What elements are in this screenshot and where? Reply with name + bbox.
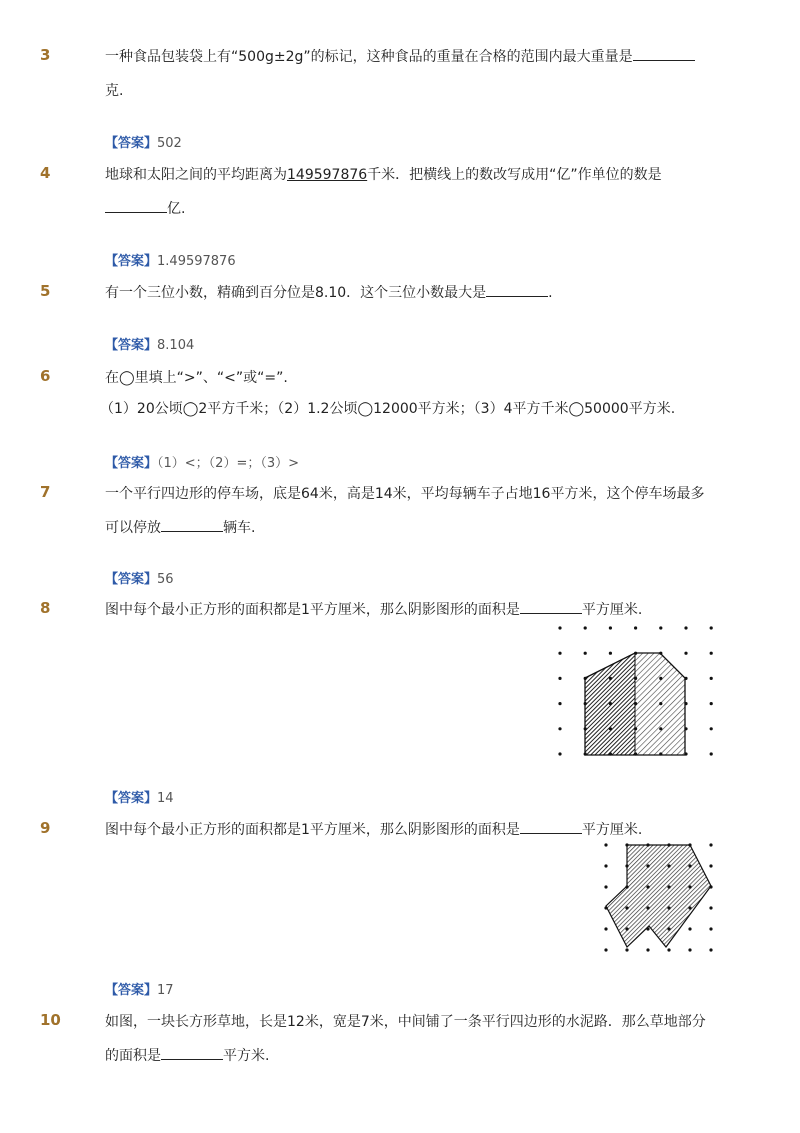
question-4-line2: 亿. xyxy=(105,198,185,218)
grid-dot xyxy=(709,906,712,909)
grid-dot xyxy=(625,864,628,867)
grid-dot xyxy=(634,752,637,755)
grid-dot xyxy=(710,626,713,629)
grid-dot xyxy=(667,885,670,888)
grid-dot xyxy=(684,626,687,629)
grid-dot xyxy=(558,652,561,655)
grid-dot xyxy=(604,843,607,846)
question-number-9: 9 xyxy=(40,819,51,837)
grid-dot xyxy=(667,843,670,846)
grid-dot xyxy=(688,906,691,909)
answer-blank[interactable] xyxy=(520,599,582,614)
answer-7: 【答案】56 xyxy=(105,572,174,587)
grid-dot xyxy=(609,677,612,680)
grid-dot xyxy=(646,948,649,951)
grid-dot xyxy=(709,885,712,888)
grid-dot xyxy=(667,948,670,951)
grid-dot xyxy=(584,702,587,705)
grid-dot xyxy=(684,652,687,655)
grid-dot xyxy=(625,906,628,909)
grid-dot xyxy=(667,927,670,930)
grid-dot xyxy=(634,652,637,655)
question-4-line1: 地球和太阳之间的平均距离为149597876千米．把横线上的数改写成用“亿”作单位的数是 xyxy=(105,167,662,183)
grid-dot xyxy=(709,843,712,846)
question-number-4: 4 xyxy=(40,164,51,182)
question-number-3: 3 xyxy=(40,46,51,64)
grid-dot xyxy=(688,948,691,951)
grid-dot xyxy=(667,864,670,867)
grid-dot xyxy=(604,927,607,930)
grid-dot xyxy=(604,885,607,888)
grid-dot xyxy=(609,626,612,629)
grid-dot xyxy=(684,727,687,730)
grid-dot xyxy=(646,906,649,909)
grid-dot xyxy=(604,864,607,867)
grid-dot xyxy=(709,864,712,867)
grid-dot xyxy=(646,927,649,930)
grid-dot xyxy=(625,843,628,846)
grid-dot xyxy=(710,652,713,655)
grid-dot xyxy=(684,677,687,680)
grid-dot xyxy=(659,727,662,730)
answer-9: 【答案】17 xyxy=(105,983,174,998)
grid-dot xyxy=(609,702,612,705)
question-3-line1: 一种食品包装袋上有“500g±2g”的标记，这种食品的重量在合格的范围内最大重量是 xyxy=(105,46,695,66)
question-number-10: 10 xyxy=(40,1011,61,1029)
grid-dot xyxy=(688,864,691,867)
question-6-line2: （1）20公顷◯2平方千米；（2）1.2公顷◯12000平方米；（3）4平方千米◯50000平方米. xyxy=(100,401,676,417)
answer-blank[interactable] xyxy=(161,517,223,532)
grid-dot xyxy=(688,927,691,930)
question-10-line1: 如图，一块长方形草地，长是12米，宽是7米，中间铺了一条平行四边形的水泥路．那么草地部分 xyxy=(105,1014,706,1030)
grid-dot xyxy=(609,652,612,655)
answer-6: 【答案】（1）<；（2）=；（3）> xyxy=(105,456,300,471)
grid-dot xyxy=(684,702,687,705)
grid-dot xyxy=(684,752,687,755)
grid-dot xyxy=(709,927,712,930)
question-number-7: 7 xyxy=(40,483,51,501)
grid-dot xyxy=(604,948,607,951)
grid-dot xyxy=(558,626,561,629)
question-8-line1: 图中每个最小正方形的面积都是1平方厘米，那么阴影图形的面积是 平方厘米. xyxy=(105,599,642,619)
grid-dot xyxy=(659,626,662,629)
grid-dot xyxy=(634,677,637,680)
grid-dot xyxy=(558,752,561,755)
question-9-line1: 图中每个最小正方形的面积都是1平方厘米，那么阴影图形的面积是 平方厘米. xyxy=(105,819,642,839)
grid-dot xyxy=(634,702,637,705)
question-7-line1: 一个平行四边形的停车场，底是64米，高是14米，平均每辆车子占地16平方米，这个停车场最多 xyxy=(105,486,705,502)
figure-9-dot-grid xyxy=(598,836,720,956)
answer-3: 【答案】502 xyxy=(105,136,182,151)
grid-dot xyxy=(609,752,612,755)
grid-dot xyxy=(584,652,587,655)
question-5-line1: 有一个三位小数，精确到百分位是8.10．这个三位小数最大是 . xyxy=(105,282,553,302)
grid-dot xyxy=(659,677,662,680)
grid-dot xyxy=(659,752,662,755)
answer-blank[interactable] xyxy=(105,198,167,213)
grid-dot xyxy=(646,885,649,888)
answer-8: 【答案】14 xyxy=(105,791,174,806)
grid-dot xyxy=(710,752,713,755)
grid-dot xyxy=(584,677,587,680)
answer-blank[interactable] xyxy=(486,282,548,297)
question-6-line1: 在◯里填上“>”、“<”或“=”. xyxy=(105,370,288,386)
grid-dot xyxy=(634,727,637,730)
answer-blank[interactable] xyxy=(161,1045,223,1060)
answer-blank[interactable] xyxy=(520,819,582,834)
figure-8-dot-grid xyxy=(548,617,723,765)
grid-dot xyxy=(558,727,561,730)
question-3-line2: 克. xyxy=(105,83,124,99)
grid-dot xyxy=(625,948,628,951)
grid-dot xyxy=(667,906,670,909)
question-number-8: 8 xyxy=(40,599,51,617)
grid-dot xyxy=(584,626,587,629)
question-10-line2: 的面积是 平方米. xyxy=(105,1045,269,1065)
answer-5: 【答案】8.104 xyxy=(105,338,195,353)
grid-dot xyxy=(646,843,649,846)
grid-dot xyxy=(709,948,712,951)
grid-dot xyxy=(609,727,612,730)
grid-dot xyxy=(558,677,561,680)
grid-dot xyxy=(625,885,628,888)
question-number-5: 5 xyxy=(40,282,51,300)
grid-dot xyxy=(584,727,587,730)
grid-dot xyxy=(634,626,637,629)
grid-dot xyxy=(604,906,607,909)
grid-dot xyxy=(710,677,713,680)
grid-dot xyxy=(688,843,691,846)
grid-dot xyxy=(659,702,662,705)
question-number-6: 6 xyxy=(40,367,51,385)
answer-blank[interactable] xyxy=(633,46,695,61)
grid-dot xyxy=(646,864,649,867)
grid-dot xyxy=(688,885,691,888)
grid-dot xyxy=(625,927,628,930)
grid-dot xyxy=(659,652,662,655)
answer-4: 【答案】1.49597876 xyxy=(105,254,236,269)
figure-9-shaded-shape xyxy=(606,845,711,947)
grid-dot xyxy=(584,752,587,755)
grid-dot xyxy=(710,702,713,705)
grid-dot xyxy=(558,702,561,705)
grid-dot xyxy=(710,727,713,730)
question-7-line2: 可以停放 辆车. xyxy=(105,517,255,537)
